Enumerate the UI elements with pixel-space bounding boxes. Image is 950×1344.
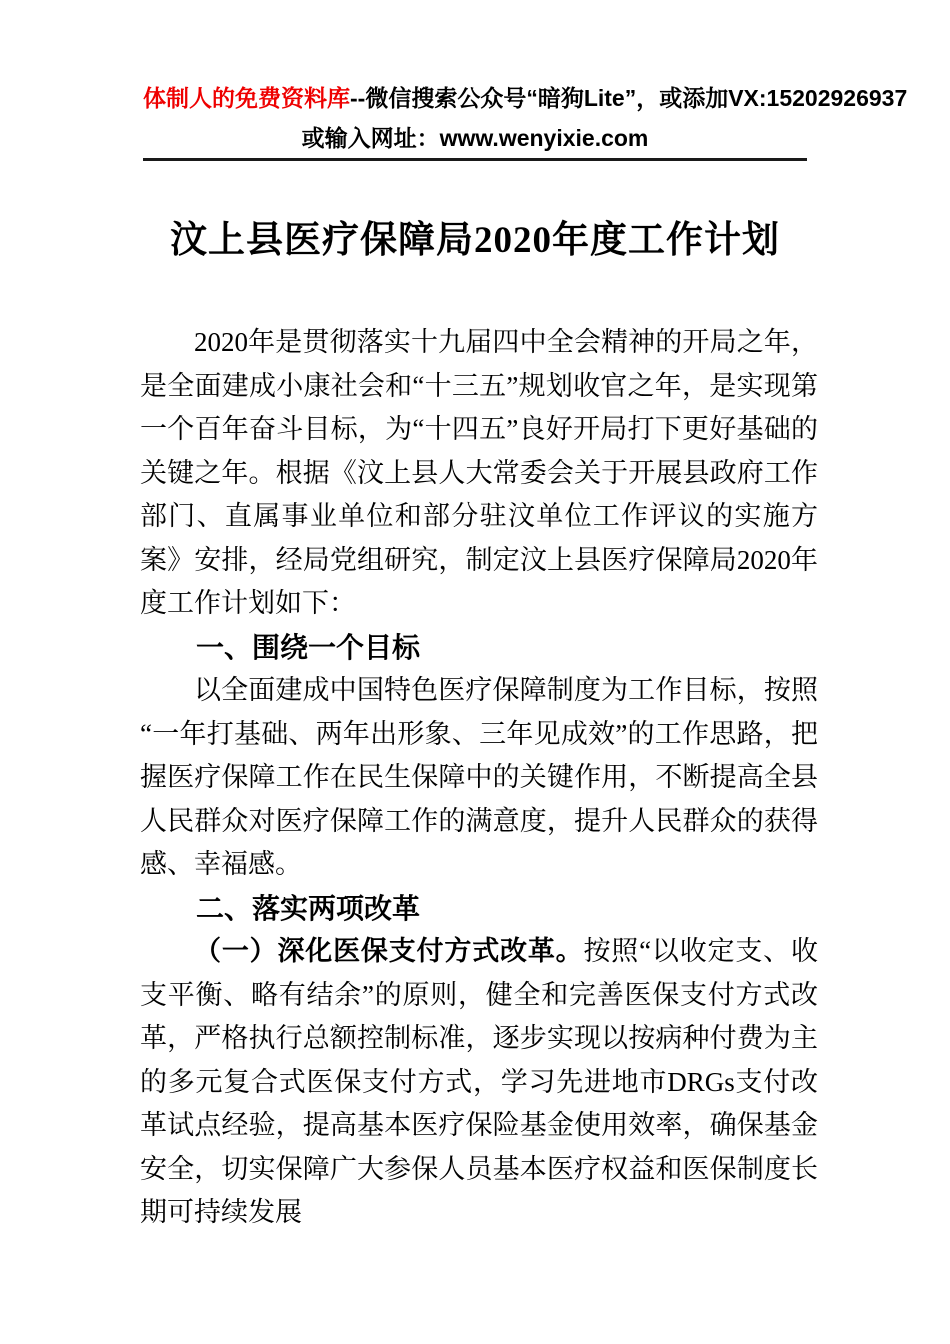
site-url: www.wenyixie.com	[439, 125, 649, 151]
promo-header-rule	[143, 0, 908, 161]
site-url-label: 或输入网址：	[301, 125, 440, 151]
document-body	[0, 321, 950, 1235]
brand-name: 体制人的免费资料库	[143, 85, 350, 111]
paragraph-5: （一）深化医保支付方式改革。按照“以收定支、收支平衡、略有结余”的原则，健全和完善医保支付方式改革，严格执行总额控制标准，逐步实现以按病种付费为主的多元复合式医保支付方式，学习先进地市DRGs支付改革试点经验，提高基本医疗保险基金使用效率，确保基金安全，切实保障广大参保人员基本医疗权益和医保制度长期可持续发展	[140, 936, 819, 1227]
paragraph-1: 2020年是贯彻落实十九届四中全会精神的开局之年，是全面建成小康社会和“十三五”规划收官之年，是实现第一个百年奋斗目标，为“十四五”良好开局打下更好基础的关键之年。根据《汶上县人大常委会关于开展县政府工作部门、直属事业单位和部分驻汶单位工作评议的实施方案》安排，经局党组研究，制定汶上县医疗保障局2020年度工作计划如下：	[140, 327, 818, 618]
section-heading-4: 二、落实两项改革	[196, 892, 421, 924]
promo-line-1	[143, 84, 908, 112]
promo-line-2	[143, 124, 807, 152]
document-title: 汶上县医疗保障局2020年度工作计划	[170, 220, 780, 261]
promo-header	[0, 0, 950, 161]
paragraph-lead: （一）深化医保支付方式改革。	[194, 936, 584, 966]
paragraph-3: 以全面建成中国特色医疗保障制度为工作目标，按照“一年打基础、两年出形象、三年见成效”的工作思路，把握医疗保障工作在民生保障中的关键作用，不断提高全县人民群众对医疗保障工作的满意度，提升人民群众的获得感、幸福感。	[140, 675, 818, 879]
promo-line-1-text: --微信搜索公众号“暗狗Lite”，或添加VX:15202926937	[350, 85, 908, 111]
section-heading-2: 一、围绕一个目标	[196, 631, 421, 663]
